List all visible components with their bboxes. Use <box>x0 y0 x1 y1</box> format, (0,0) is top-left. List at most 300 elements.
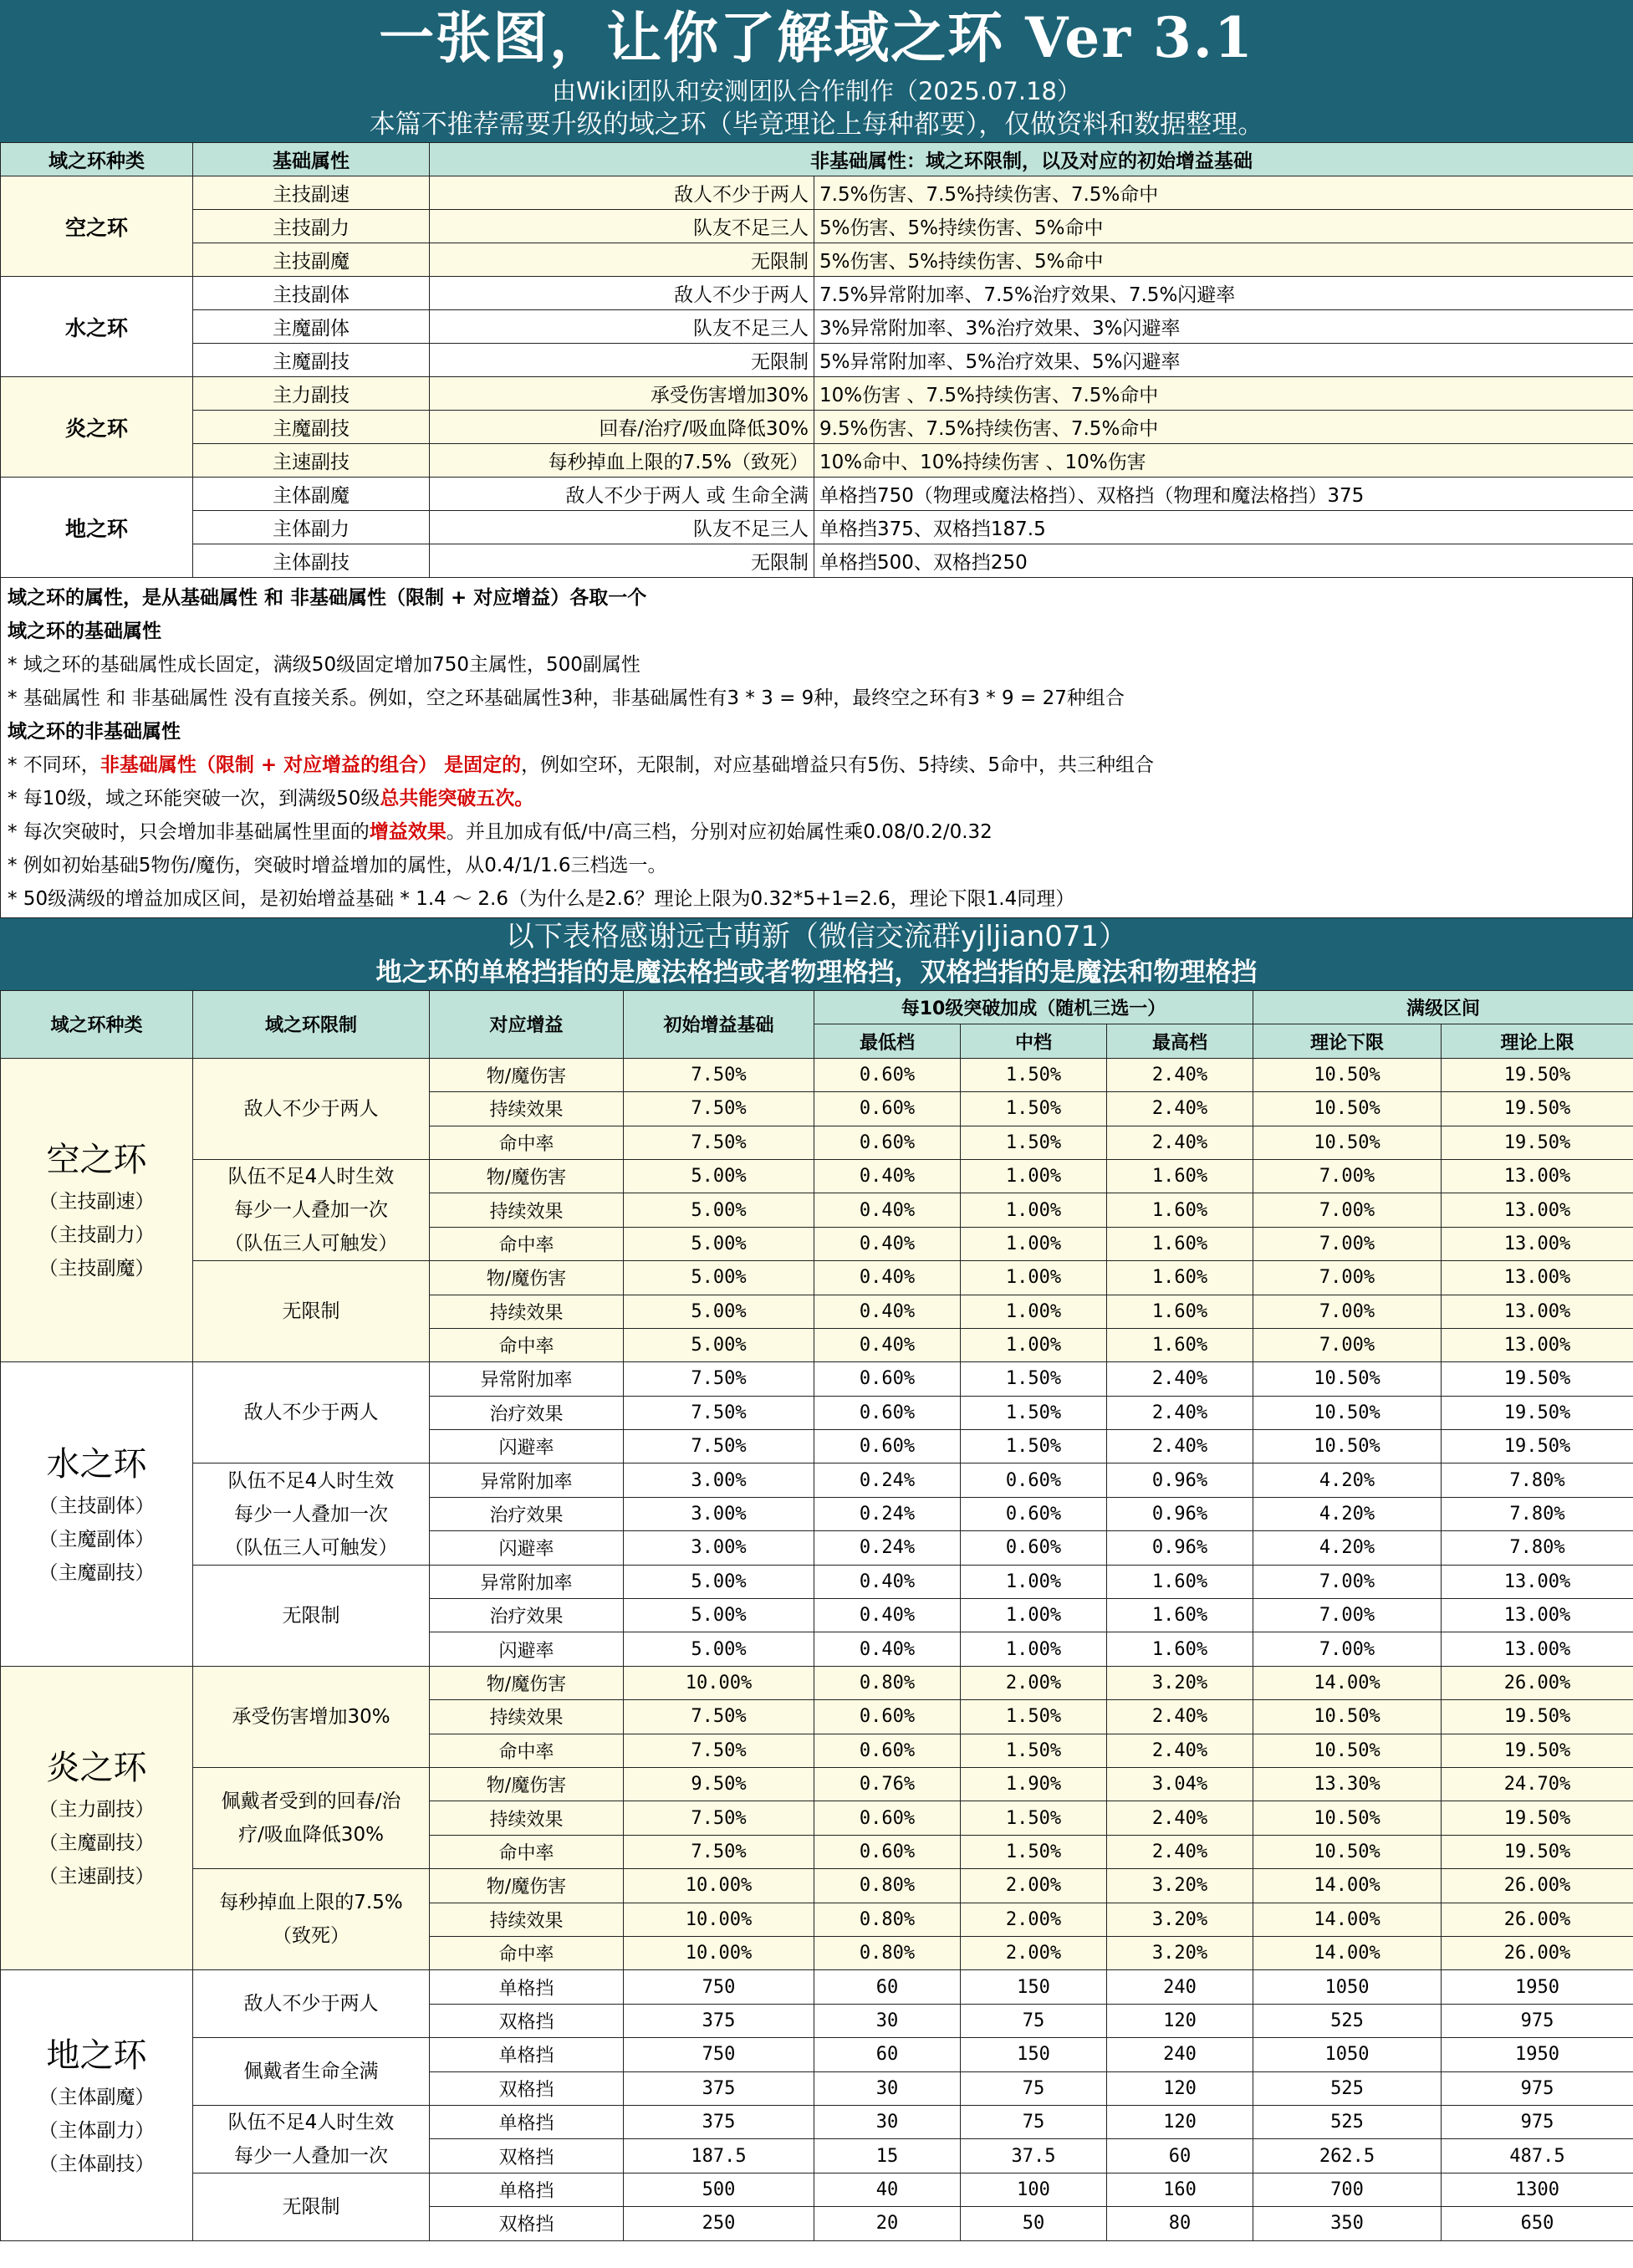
base-value-cell: 7.50% <box>624 1362 814 1396</box>
min-cell: 7.00% <box>1253 1193 1442 1227</box>
low-tier-cell: 0.40% <box>814 1565 961 1598</box>
header-cell: 域之环种类 <box>1 991 193 1059</box>
header-cell: 理论下限 <box>1253 1024 1442 1058</box>
low-tier-cell: 0.40% <box>814 1261 961 1295</box>
low-tier-cell: 0.60% <box>814 1430 961 1463</box>
ring-type-cell <box>1 1970 193 2240</box>
limit-cell <box>193 1159 430 1260</box>
high-tier-cell: 2.40% <box>1107 1835 1253 1868</box>
low-tier-cell: 40 <box>814 2173 961 2206</box>
table-row <box>1 1666 1633 1699</box>
min-cell: 14.00% <box>1253 1666 1442 1699</box>
min-cell: 10.50% <box>1253 1430 1442 1463</box>
limit-line: 敌人不少于两人 <box>243 1097 379 1120</box>
mid-tier-cell: 0.60% <box>961 1463 1107 1497</box>
table-row <box>1 377 1633 411</box>
mid-tier-cell: 150 <box>961 2038 1107 2071</box>
min-cell: 10.50% <box>1253 1362 1442 1396</box>
base-value-cell: 10.00% <box>624 1666 814 1699</box>
mid-tier-cell: 1.00% <box>961 1159 1107 1193</box>
limit-cell: 队友不足三人 <box>430 511 814 544</box>
table-row <box>1 1261 1633 1295</box>
low-tier-cell: 0.40% <box>814 1632 961 1666</box>
high-tier-cell: 120 <box>1107 2105 1253 2139</box>
table-row <box>1 1767 1633 1801</box>
base-attr-cell: 主技副速 <box>193 176 430 210</box>
note-line <box>8 782 1625 815</box>
mid-tier-cell: 1.50% <box>961 1734 1107 1767</box>
base-value-cell: 7.50% <box>624 1801 814 1835</box>
base-value-cell: 375 <box>624 2004 814 2037</box>
ring-detail-table <box>0 990 1633 2241</box>
min-cell: 4.20% <box>1253 1497 1442 1530</box>
base-value-cell: 375 <box>624 2105 814 2139</box>
table-row <box>1 544 1633 578</box>
ring-base-attr: （主体副力） <box>38 2119 155 2142</box>
low-tier-cell: 0.60% <box>814 1126 961 1159</box>
low-tier-cell: 20 <box>814 2207 961 2240</box>
high-tier-cell: 1.60% <box>1107 1227 1253 1260</box>
mid-tier-cell: 0.60% <box>961 1497 1107 1530</box>
base-value-cell: 7.50% <box>624 1058 814 1091</box>
note-line: * 基础属性 和 非基础属性 没有直接关系。例如，空之环基础属性3种，非基础属性有3 * 3 = 9种，最终空之环有3 * 9 = 27种组合 <box>8 687 1125 709</box>
min-cell: 525 <box>1253 2071 1442 2105</box>
low-tier-cell: 0.60% <box>814 1835 961 1868</box>
ring-type-cell: 水之环 <box>1 277 193 377</box>
min-cell: 7.00% <box>1253 1565 1442 1598</box>
low-tier-cell: 30 <box>814 2105 961 2139</box>
credits-line: 以下表格感谢远古萌新（微信交流群yjljian071） <box>505 920 1128 953</box>
mid-tier-cell: 1.00% <box>961 1565 1107 1598</box>
ring-name: 炎之环 <box>46 1749 147 1788</box>
low-tier-cell: 0.80% <box>814 1903 961 1936</box>
disclaimer-line: 本篇不推荐需要升级的域之环（毕竟理论上每种都要），仅做资料和数据整理。 <box>369 110 1264 140</box>
header-cell: 满级区间 <box>1253 991 1633 1024</box>
ring-name: 地之环 <box>46 2036 147 2075</box>
table-row <box>1 478 1633 511</box>
base-value-cell: 7.50% <box>624 1396 814 1429</box>
buff-cell: 命中率 <box>430 1328 624 1361</box>
low-tier-cell: 0.60% <box>814 1058 961 1091</box>
buff-cell: 单格挡 <box>430 2105 624 2139</box>
min-cell: 14.00% <box>1253 1869 1442 1903</box>
buff-cell: 单格挡 <box>430 2173 624 2206</box>
max-cell: 13.00% <box>1442 1328 1633 1361</box>
low-tier-cell: 0.80% <box>814 1666 961 1699</box>
high-tier-cell: 1.60% <box>1107 1328 1253 1361</box>
base-value-cell: 7.50% <box>624 1126 814 1159</box>
table-row <box>1 176 1633 210</box>
limit-line: 每少一人叠加一次 <box>234 1503 388 1525</box>
min-cell: 1050 <box>1253 1970 1442 2004</box>
base-value-cell: 7.50% <box>624 1700 814 1734</box>
base-value-cell: 5.00% <box>624 1328 814 1361</box>
table-row <box>1 1159 1633 1193</box>
base-value-cell: 187.5 <box>624 2139 814 2174</box>
base-attr-cell: 主体副魔 <box>193 478 430 511</box>
limit-cell <box>193 1767 430 1868</box>
min-cell: 10.50% <box>1253 1126 1442 1159</box>
limit-line: 无限制 <box>282 2195 340 2218</box>
min-cell: 7.00% <box>1253 1295 1442 1328</box>
note-heading: 域之环的非基础属性 <box>8 721 181 743</box>
header-cell: 基础属性 <box>193 143 430 176</box>
base-value-cell: 5.00% <box>624 1193 814 1227</box>
high-tier-cell: 2.40% <box>1107 1700 1253 1734</box>
base-value-cell: 9.50% <box>624 1767 814 1801</box>
min-cell: 4.20% <box>1253 1531 1442 1565</box>
mid-tier-cell: 1.50% <box>961 1430 1107 1463</box>
buff-cell: 单格挡375、双格挡187.5 <box>814 511 1633 544</box>
table-row <box>1 1869 1633 1903</box>
base-value-cell: 5.00% <box>624 1599 814 1632</box>
base-value-cell: 750 <box>624 1970 814 2004</box>
max-cell: 13.00% <box>1442 1599 1633 1632</box>
max-cell: 26.00% <box>1442 1903 1633 1936</box>
mid-tier-cell: 150 <box>961 1970 1107 2004</box>
limit-cell: 无限制 <box>430 544 814 578</box>
max-cell: 13.00% <box>1442 1227 1633 1260</box>
mid-tier-cell: 0.60% <box>961 1531 1107 1565</box>
note-text: * 不同环， <box>8 754 100 776</box>
high-tier-cell: 1.60% <box>1107 1193 1253 1227</box>
ring-base-attr: （主魔副技） <box>38 1561 155 1584</box>
mid-tier-cell: 1.00% <box>961 1227 1107 1260</box>
ring-base-attr: （主技副体） <box>38 1494 155 1517</box>
max-cell: 13.00% <box>1442 1565 1633 1598</box>
high-tier-cell: 60 <box>1107 2139 1253 2174</box>
limit-line: （致死） <box>273 1925 350 1948</box>
note-line: * 例如初始基础5物伤/魔伤，突破时增益增加的属性，从0.4/1/1.6三档选一。 <box>8 855 667 876</box>
min-cell: 7.00% <box>1253 1159 1442 1193</box>
buff-cell: 持续效果 <box>430 1295 624 1328</box>
low-tier-cell: 0.80% <box>814 1936 961 1969</box>
base-attr-cell: 主魔副体 <box>193 310 430 344</box>
base-attr-cell: 主技副力 <box>193 210 430 243</box>
low-tier-cell: 0.24% <box>814 1531 961 1565</box>
buff-cell: 物/魔伤害 <box>430 1869 624 1903</box>
header-cell: 域之环限制 <box>193 991 430 1059</box>
limit-line: 每少一人叠加一次 <box>234 2144 388 2167</box>
high-tier-cell: 2.40% <box>1107 1362 1253 1396</box>
min-cell: 10.50% <box>1253 1396 1442 1429</box>
max-cell: 13.00% <box>1442 1295 1633 1328</box>
mid-tier-cell: 2.00% <box>961 1903 1107 1936</box>
mid-tier-cell: 37.5 <box>961 2139 1107 2174</box>
mid-tier-cell: 1.50% <box>961 1362 1107 1396</box>
max-cell: 13.00% <box>1442 1193 1633 1227</box>
buff-cell: 闪避率 <box>430 1430 624 1463</box>
min-cell: 14.00% <box>1253 1903 1442 1936</box>
min-cell: 350 <box>1253 2207 1442 2240</box>
table-row <box>1 243 1633 277</box>
credits-banner <box>0 918 1633 990</box>
base-value-cell: 5.00% <box>624 1227 814 1260</box>
base-value-cell: 750 <box>624 2038 814 2071</box>
high-tier-cell: 3.20% <box>1107 1936 1253 1969</box>
high-tier-cell: 1.60% <box>1107 1632 1253 1666</box>
limit-line: 无限制 <box>282 1604 340 1627</box>
high-tier-cell: 2.40% <box>1107 1734 1253 1767</box>
low-tier-cell: 60 <box>814 2038 961 2071</box>
limit-line: （队伍三人可触发） <box>224 1536 398 1559</box>
table-row <box>1 1565 1633 1598</box>
note-text: 。并且加成有低/中/高三档，分别对应初始属性乘0.08/0.2/0.32 <box>446 821 993 843</box>
buff-cell: 物/魔伤害 <box>430 1666 624 1699</box>
high-tier-cell: 3.20% <box>1107 1903 1253 1936</box>
low-tier-cell: 30 <box>814 2071 961 2105</box>
mid-tier-cell: 1.50% <box>961 1700 1107 1734</box>
limit-cell <box>193 1869 430 1970</box>
high-tier-cell: 3.04% <box>1107 1767 1253 1801</box>
table-row <box>1 2105 1633 2139</box>
high-tier-cell: 120 <box>1107 2004 1253 2037</box>
buff-cell: 双格挡 <box>430 2139 624 2174</box>
min-cell: 7.00% <box>1253 1632 1442 1666</box>
limit-cell <box>193 2173 430 2240</box>
mid-tier-cell: 100 <box>961 2173 1107 2206</box>
limit-line: 每少一人叠加一次 <box>234 1199 388 1222</box>
buff-cell: 双格挡 <box>430 2004 624 2037</box>
buff-cell: 单格挡 <box>430 1970 624 2004</box>
high-tier-cell: 120 <box>1107 2071 1253 2105</box>
min-cell: 7.00% <box>1253 1599 1442 1632</box>
low-tier-cell: 0.40% <box>814 1159 961 1193</box>
buff-cell: 异常附加率 <box>430 1362 624 1396</box>
base-value-cell: 3.00% <box>624 1497 814 1530</box>
limit-cell: 队友不足三人 <box>430 210 814 243</box>
max-cell: 7.80% <box>1442 1497 1633 1530</box>
ring-type-cell <box>1 1362 193 1667</box>
high-tier-cell: 80 <box>1107 2207 1253 2240</box>
ring-type-cell <box>1 1666 193 1970</box>
buff-cell: 单格挡500、双格挡250 <box>814 544 1633 578</box>
base-attr-cell: 主魔副技 <box>193 411 430 444</box>
buff-cell: 持续效果 <box>430 1193 624 1227</box>
mid-tier-cell: 1.50% <box>961 1058 1107 1091</box>
min-cell: 13.30% <box>1253 1767 1442 1801</box>
mid-tier-cell: 1.00% <box>961 1193 1107 1227</box>
limit-line: 每秒掉血上限的7.5% <box>219 1892 403 1914</box>
max-cell: 13.00% <box>1442 1159 1633 1193</box>
ring-base-attr: （主力副技） <box>38 1799 155 1821</box>
mid-tier-cell: 1.50% <box>961 1835 1107 1868</box>
header-cell: 域之环种类 <box>1 143 193 176</box>
buff-cell: 命中率 <box>430 1734 624 1767</box>
high-tier-cell: 0.96% <box>1107 1531 1253 1565</box>
mid-tier-cell: 1.00% <box>961 1599 1107 1632</box>
ring-base-attr: （主体副魔） <box>38 2086 155 2108</box>
high-tier-cell: 0.96% <box>1107 1497 1253 1530</box>
high-tier-cell: 1.60% <box>1107 1261 1253 1295</box>
mid-tier-cell: 75 <box>961 2004 1107 2037</box>
max-cell: 19.50% <box>1442 1734 1633 1767</box>
limit-cell <box>193 1463 430 1565</box>
credit-line: 由Wiki团队和安测团队合作制作（2025.07.18） <box>552 77 1081 105</box>
table-header <box>1 991 1633 1024</box>
min-cell: 14.00% <box>1253 1936 1442 1969</box>
max-cell: 19.50% <box>1442 1801 1633 1835</box>
limit-line: 承受伤害增加30% <box>232 1705 390 1728</box>
buff-cell: 物/魔伤害 <box>430 1159 624 1193</box>
limit-cell <box>193 1970 430 2038</box>
low-tier-cell: 0.60% <box>814 1700 961 1734</box>
high-tier-cell: 2.40% <box>1107 1126 1253 1159</box>
limit-cell: 敌人不少于两人 <box>430 176 814 210</box>
base-value-cell: 5.00% <box>624 1565 814 1598</box>
note-text: ，例如空环，无限制，对应基础增益只有5伤、5持续、5命中，共三种组合 <box>521 754 1155 776</box>
max-cell: 19.50% <box>1442 1092 1633 1126</box>
buff-cell: 单格挡 <box>430 2038 624 2071</box>
table-row <box>1 1362 1633 1396</box>
min-cell: 4.20% <box>1253 1463 1442 1497</box>
base-value-cell: 5.00% <box>624 1261 814 1295</box>
low-tier-cell: 0.40% <box>814 1295 961 1328</box>
max-cell: 7.80% <box>1442 1463 1633 1497</box>
buff-cell: 命中率 <box>430 1227 624 1260</box>
ring-base-attr: （主魔副技） <box>38 1832 155 1855</box>
base-value-cell: 7.50% <box>624 1734 814 1767</box>
base-value-cell: 3.00% <box>624 1531 814 1565</box>
limit-line: 队伍不足4人时生效 <box>227 2111 395 2133</box>
low-tier-cell: 0.40% <box>814 1328 961 1361</box>
limit-cell: 敌人不少于两人 <box>430 277 814 310</box>
notes-section <box>0 578 1633 918</box>
high-tier-cell: 1.60% <box>1107 1599 1253 1632</box>
high-tier-cell: 2.40% <box>1107 1058 1253 1091</box>
mid-tier-cell: 2.00% <box>961 1936 1107 1969</box>
high-tier-cell: 240 <box>1107 2038 1253 2071</box>
max-cell: 26.00% <box>1442 1869 1633 1903</box>
buff-cell: 7.5%异常附加率、7.5%治疗效果、7.5%闪避率 <box>814 277 1633 310</box>
mid-tier-cell: 2.00% <box>961 1869 1107 1903</box>
mid-tier-cell: 50 <box>961 2207 1107 2240</box>
min-cell: 525 <box>1253 2004 1442 2037</box>
base-attr-cell: 主力副技 <box>193 377 430 411</box>
low-tier-cell: 0.80% <box>814 1869 961 1903</box>
max-cell: 1300 <box>1442 2173 1633 2206</box>
min-cell: 700 <box>1253 2173 1442 2206</box>
max-cell: 975 <box>1442 2004 1633 2037</box>
buff-cell: 持续效果 <box>430 1903 624 1936</box>
table-row <box>1 1970 1633 2004</box>
buff-cell: 闪避率 <box>430 1531 624 1565</box>
note-line: 域之环的属性，是从基础属性 和 非基础属性（限制 + 对应增益）各取一个 <box>8 587 647 609</box>
min-cell: 10.50% <box>1253 1835 1442 1868</box>
high-tier-cell: 1.60% <box>1107 1565 1253 1598</box>
page-title: 一张图，让你了解域之环 Ver 3.1 <box>379 5 1254 70</box>
buff-cell: 持续效果 <box>430 1700 624 1734</box>
max-cell: 1950 <box>1442 2038 1633 2071</box>
min-cell: 10.50% <box>1253 1092 1442 1126</box>
low-tier-cell: 0.40% <box>814 1227 961 1260</box>
base-value-cell: 250 <box>624 2207 814 2240</box>
mid-tier-cell: 75 <box>961 2105 1107 2139</box>
low-tier-cell: 0.60% <box>814 1396 961 1429</box>
table-header <box>1 143 1633 176</box>
buff-cell: 9.5%伤害、7.5%持续伤害、7.5%命中 <box>814 411 1633 444</box>
buff-cell: 命中率 <box>430 1835 624 1868</box>
low-tier-cell: 0.60% <box>814 1801 961 1835</box>
buff-cell: 双格挡 <box>430 2207 624 2240</box>
base-value-cell: 10.00% <box>624 1936 814 1969</box>
buff-cell: 异常附加率 <box>430 1565 624 1598</box>
base-value-cell: 5.00% <box>624 1295 814 1328</box>
table-row <box>1 344 1633 377</box>
low-tier-cell: 0.24% <box>814 1497 961 1530</box>
max-cell: 975 <box>1442 2105 1633 2139</box>
ring-base-attr: （主体副技） <box>38 2153 155 2175</box>
min-cell: 525 <box>1253 2105 1442 2139</box>
mid-tier-cell: 1.50% <box>961 1126 1107 1159</box>
low-tier-cell: 30 <box>814 2004 961 2037</box>
note-heading: 域之环的基础属性 <box>8 621 161 642</box>
limit-cell: 承受伤害增加30% <box>430 377 814 411</box>
table-row <box>1 2173 1633 2206</box>
max-cell: 19.50% <box>1442 1058 1633 1091</box>
buff-cell: 物/魔伤害 <box>430 1767 624 1801</box>
max-cell: 19.50% <box>1442 1430 1633 1463</box>
mid-tier-cell: 1.50% <box>961 1092 1107 1126</box>
note-line <box>8 748 1625 782</box>
limit-cell <box>193 1666 430 1767</box>
limit-line: 佩戴者生命全满 <box>243 2061 379 2082</box>
low-tier-cell: 0.60% <box>814 1362 961 1396</box>
high-tier-cell: 2.40% <box>1107 1430 1253 1463</box>
buff-cell: 持续效果 <box>430 1801 624 1835</box>
ring-base-attr: （主技副魔） <box>38 1258 155 1280</box>
table-row <box>1 277 1633 310</box>
mid-tier-cell: 1.00% <box>961 1328 1107 1361</box>
min-cell: 7.00% <box>1253 1227 1442 1260</box>
low-tier-cell: 0.24% <box>814 1463 961 1497</box>
max-cell: 26.00% <box>1442 1936 1633 1969</box>
high-tier-cell: 0.96% <box>1107 1463 1253 1497</box>
base-attr-cell: 主体副技 <box>193 544 430 578</box>
buff-cell: 5%伤害、5%持续伤害、5%命中 <box>814 210 1633 243</box>
mid-tier-cell: 1.50% <box>961 1801 1107 1835</box>
buff-cell: 5%异常附加率、5%治疗效果、5%闪避率 <box>814 344 1633 377</box>
base-value-cell: 5.00% <box>624 1632 814 1666</box>
buff-cell: 5%伤害、5%持续伤害、5%命中 <box>814 243 1633 277</box>
base-value-cell: 7.50% <box>624 1430 814 1463</box>
min-cell: 10.50% <box>1253 1801 1442 1835</box>
buff-cell: 物/魔伤害 <box>430 1058 624 1091</box>
min-cell: 10.50% <box>1253 1058 1442 1091</box>
buff-cell: 物/魔伤害 <box>430 1261 624 1295</box>
limit-cell: 每秒掉血上限的7.5%（致死） <box>430 444 814 478</box>
limit-cell <box>193 2105 430 2173</box>
limit-cell: 无限制 <box>430 243 814 277</box>
buff-cell: 3%异常附加率、3%治疗效果、3%闪避率 <box>814 310 1633 344</box>
buff-cell: 持续效果 <box>430 1092 624 1126</box>
mid-tier-cell: 1.00% <box>961 1632 1107 1666</box>
note-line: * 域之环的基础属性成长固定，满级50级固定增加750主属性，500副属性 <box>8 654 640 676</box>
note-text: * 每次突破时，只会增加非基础属性里面的 <box>8 821 370 843</box>
max-cell: 19.50% <box>1442 1126 1633 1159</box>
max-cell: 13.00% <box>1442 1261 1633 1295</box>
mid-tier-cell: 2.00% <box>961 1666 1107 1699</box>
low-tier-cell: 60 <box>814 1970 961 2004</box>
base-attr-cell: 主魔副技 <box>193 344 430 377</box>
limit-cell <box>193 2038 430 2106</box>
max-cell: 19.50% <box>1442 1835 1633 1868</box>
max-cell: 13.00% <box>1442 1632 1633 1666</box>
min-cell: 7.00% <box>1253 1328 1442 1361</box>
header-cell: 最高档 <box>1107 1024 1253 1058</box>
ring-type-cell <box>1 1058 193 1362</box>
high-tier-cell: 3.20% <box>1107 1869 1253 1903</box>
